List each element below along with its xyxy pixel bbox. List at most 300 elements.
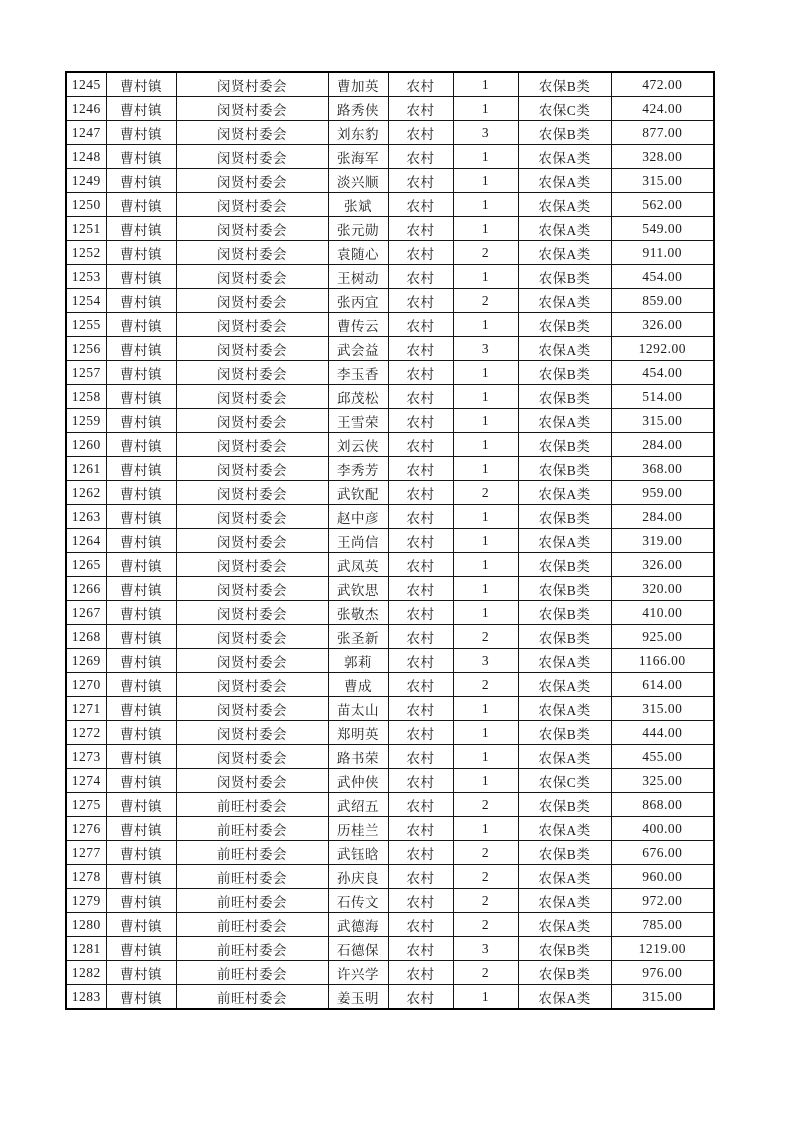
cell-person-name: 张敬杰 — [328, 601, 388, 625]
cell-insurance-category: 农保A类 — [518, 889, 611, 913]
table-row — [66, 553, 714, 577]
cell-sequence-number: 1277 — [66, 841, 106, 865]
cell-amount: 315.00 — [611, 169, 714, 193]
cell-count: 2 — [453, 673, 518, 697]
cell-count: 2 — [453, 625, 518, 649]
table-row — [66, 985, 714, 1010]
cell-village-committee: 前旺村委会 — [176, 937, 328, 961]
cell-residence-type: 农村 — [388, 913, 453, 937]
cell-residence-type: 农村 — [388, 409, 453, 433]
cell-person-name: 刘云侠 — [328, 433, 388, 457]
cell-count: 1 — [453, 553, 518, 577]
cell-amount: 315.00 — [611, 409, 714, 433]
cell-person-name: 路秀侠 — [328, 97, 388, 121]
cell-count: 1 — [453, 577, 518, 601]
cell-amount: 472.00 — [611, 72, 714, 97]
table-row — [66, 72, 714, 97]
cell-residence-type: 农村 — [388, 817, 453, 841]
cell-sequence-number: 1261 — [66, 457, 106, 481]
table-row — [66, 697, 714, 721]
cell-amount: 410.00 — [611, 601, 714, 625]
cell-town: 曹村镇 — [106, 625, 176, 649]
table-row — [66, 313, 714, 337]
cell-sequence-number: 1259 — [66, 409, 106, 433]
table-row — [66, 361, 714, 385]
cell-residence-type: 农村 — [388, 169, 453, 193]
subsidy-table — [65, 71, 715, 1010]
cell-town: 曹村镇 — [106, 985, 176, 1010]
cell-count: 2 — [453, 241, 518, 265]
cell-count: 1 — [453, 217, 518, 241]
cell-count: 1 — [453, 769, 518, 793]
cell-person-name: 张斌 — [328, 193, 388, 217]
cell-insurance-category: 农保B类 — [518, 313, 611, 337]
cell-amount: 868.00 — [611, 793, 714, 817]
cell-town: 曹村镇 — [106, 97, 176, 121]
cell-amount: 444.00 — [611, 721, 714, 745]
table-row — [66, 265, 714, 289]
cell-village-committee: 前旺村委会 — [176, 913, 328, 937]
cell-insurance-category: 农保B类 — [518, 553, 611, 577]
cell-village-committee: 闵贤村委会 — [176, 577, 328, 601]
cell-count: 3 — [453, 649, 518, 673]
cell-count: 1 — [453, 505, 518, 529]
cell-village-committee: 闵贤村委会 — [176, 241, 328, 265]
cell-insurance-category: 农保A类 — [518, 193, 611, 217]
cell-person-name: 王雪荣 — [328, 409, 388, 433]
cell-insurance-category: 农保B类 — [518, 721, 611, 745]
cell-amount: 614.00 — [611, 673, 714, 697]
cell-village-committee: 闵贤村委会 — [176, 217, 328, 241]
table-row — [66, 145, 714, 169]
cell-person-name: 曹成 — [328, 673, 388, 697]
cell-sequence-number: 1281 — [66, 937, 106, 961]
cell-sequence-number: 1282 — [66, 961, 106, 985]
cell-person-name: 石传文 — [328, 889, 388, 913]
cell-village-committee: 闵贤村委会 — [176, 481, 328, 505]
cell-count: 2 — [453, 793, 518, 817]
table-row — [66, 745, 714, 769]
cell-amount: 284.00 — [611, 433, 714, 457]
cell-insurance-category: 农保B类 — [518, 937, 611, 961]
cell-village-committee: 前旺村委会 — [176, 793, 328, 817]
cell-village-committee: 闵贤村委会 — [176, 72, 328, 97]
cell-village-committee: 闵贤村委会 — [176, 361, 328, 385]
cell-village-committee: 闵贤村委会 — [176, 721, 328, 745]
cell-amount: 454.00 — [611, 265, 714, 289]
cell-count: 2 — [453, 889, 518, 913]
cell-count: 3 — [453, 121, 518, 145]
cell-residence-type: 农村 — [388, 721, 453, 745]
cell-village-committee: 闵贤村委会 — [176, 313, 328, 337]
cell-insurance-category: 农保B类 — [518, 601, 611, 625]
cell-person-name: 武绍五 — [328, 793, 388, 817]
table-row — [66, 577, 714, 601]
cell-residence-type: 农村 — [388, 937, 453, 961]
cell-person-name: 淡兴顺 — [328, 169, 388, 193]
cell-count: 3 — [453, 337, 518, 361]
cell-amount: 549.00 — [611, 217, 714, 241]
cell-town: 曹村镇 — [106, 529, 176, 553]
cell-town: 曹村镇 — [106, 793, 176, 817]
cell-person-name: 李玉香 — [328, 361, 388, 385]
cell-residence-type: 农村 — [388, 289, 453, 313]
cell-sequence-number: 1254 — [66, 289, 106, 313]
cell-person-name: 袁随心 — [328, 241, 388, 265]
cell-insurance-category: 农保B类 — [518, 361, 611, 385]
cell-sequence-number: 1255 — [66, 313, 106, 337]
cell-insurance-category: 农保A类 — [518, 529, 611, 553]
cell-person-name: 路书荣 — [328, 745, 388, 769]
table-row — [66, 97, 714, 121]
cell-person-name: 张元勋 — [328, 217, 388, 241]
cell-amount: 676.00 — [611, 841, 714, 865]
cell-person-name: 王树动 — [328, 265, 388, 289]
cell-person-name: 武会益 — [328, 337, 388, 361]
cell-sequence-number: 1269 — [66, 649, 106, 673]
cell-count: 1 — [453, 169, 518, 193]
cell-sequence-number: 1272 — [66, 721, 106, 745]
cell-village-committee: 前旺村委会 — [176, 889, 328, 913]
cell-town: 曹村镇 — [106, 289, 176, 313]
cell-insurance-category: 农保A类 — [518, 913, 611, 937]
cell-insurance-category: 农保B类 — [518, 72, 611, 97]
cell-person-name: 武钦配 — [328, 481, 388, 505]
table-row — [66, 217, 714, 241]
cell-town: 曹村镇 — [106, 433, 176, 457]
cell-amount: 325.00 — [611, 769, 714, 793]
cell-town: 曹村镇 — [106, 241, 176, 265]
cell-amount: 319.00 — [611, 529, 714, 553]
cell-amount: 326.00 — [611, 553, 714, 577]
cell-town: 曹村镇 — [106, 721, 176, 745]
table-row — [66, 817, 714, 841]
cell-village-committee: 闵贤村委会 — [176, 193, 328, 217]
cell-sequence-number: 1256 — [66, 337, 106, 361]
cell-insurance-category: 农保C类 — [518, 769, 611, 793]
table-row — [66, 385, 714, 409]
cell-person-name: 武仲侠 — [328, 769, 388, 793]
table-row — [66, 409, 714, 433]
table-row — [66, 193, 714, 217]
cell-amount: 785.00 — [611, 913, 714, 937]
cell-sequence-number: 1270 — [66, 673, 106, 697]
cell-insurance-category: 农保A类 — [518, 697, 611, 721]
cell-amount: 514.00 — [611, 385, 714, 409]
table-row — [66, 625, 714, 649]
table-row — [66, 601, 714, 625]
cell-village-committee: 闵贤村委会 — [176, 265, 328, 289]
cell-sequence-number: 1245 — [66, 72, 106, 97]
cell-amount: 315.00 — [611, 985, 714, 1010]
cell-person-name: 武德海 — [328, 913, 388, 937]
cell-count: 1 — [453, 313, 518, 337]
cell-village-committee: 闵贤村委会 — [176, 169, 328, 193]
cell-count: 1 — [453, 265, 518, 289]
cell-count: 2 — [453, 289, 518, 313]
cell-residence-type: 农村 — [388, 385, 453, 409]
cell-residence-type: 农村 — [388, 433, 453, 457]
cell-amount: 400.00 — [611, 817, 714, 841]
cell-person-name: 张圣新 — [328, 625, 388, 649]
cell-sequence-number: 1283 — [66, 985, 106, 1010]
cell-residence-type: 农村 — [388, 505, 453, 529]
cell-sequence-number: 1265 — [66, 553, 106, 577]
cell-town: 曹村镇 — [106, 72, 176, 97]
cell-residence-type: 农村 — [388, 241, 453, 265]
cell-town: 曹村镇 — [106, 361, 176, 385]
cell-town: 曹村镇 — [106, 553, 176, 577]
cell-insurance-category: 农保B类 — [518, 385, 611, 409]
cell-amount: 960.00 — [611, 865, 714, 889]
table-row — [66, 961, 714, 985]
cell-village-committee: 闵贤村委会 — [176, 649, 328, 673]
cell-sequence-number: 1257 — [66, 361, 106, 385]
table-row — [66, 721, 714, 745]
cell-village-committee: 闵贤村委会 — [176, 385, 328, 409]
cell-person-name: 张海军 — [328, 145, 388, 169]
cell-sequence-number: 1267 — [66, 601, 106, 625]
table-body — [66, 72, 714, 1009]
cell-person-name: 曹加英 — [328, 72, 388, 97]
cell-residence-type: 农村 — [388, 577, 453, 601]
cell-sequence-number: 1274 — [66, 769, 106, 793]
table-row — [66, 169, 714, 193]
cell-village-committee: 闵贤村委会 — [176, 553, 328, 577]
cell-town: 曹村镇 — [106, 145, 176, 169]
cell-count: 2 — [453, 961, 518, 985]
cell-sequence-number: 1276 — [66, 817, 106, 841]
cell-person-name: 武凤英 — [328, 553, 388, 577]
table-row — [66, 481, 714, 505]
cell-person-name: 李秀芳 — [328, 457, 388, 481]
cell-village-committee: 前旺村委会 — [176, 865, 328, 889]
table-row — [66, 505, 714, 529]
cell-sequence-number: 1248 — [66, 145, 106, 169]
table-row — [66, 673, 714, 697]
cell-amount: 368.00 — [611, 457, 714, 481]
cell-insurance-category: 农保B类 — [518, 457, 611, 481]
cell-person-name: 赵中彦 — [328, 505, 388, 529]
table-row — [66, 913, 714, 937]
cell-count: 1 — [453, 457, 518, 481]
cell-sequence-number: 1252 — [66, 241, 106, 265]
cell-amount: 1166.00 — [611, 649, 714, 673]
cell-residence-type: 农村 — [388, 601, 453, 625]
cell-count: 1 — [453, 985, 518, 1010]
cell-sequence-number: 1253 — [66, 265, 106, 289]
cell-village-committee: 闵贤村委会 — [176, 433, 328, 457]
table-row — [66, 937, 714, 961]
table-row — [66, 337, 714, 361]
cell-village-committee: 闵贤村委会 — [176, 409, 328, 433]
cell-residence-type: 农村 — [388, 217, 453, 241]
cell-insurance-category: 农保C类 — [518, 97, 611, 121]
cell-count: 3 — [453, 937, 518, 961]
cell-sequence-number: 1266 — [66, 577, 106, 601]
table-row — [66, 433, 714, 457]
cell-person-name: 郭莉 — [328, 649, 388, 673]
cell-count: 1 — [453, 817, 518, 841]
cell-amount: 320.00 — [611, 577, 714, 601]
cell-person-name: 郑明英 — [328, 721, 388, 745]
cell-town: 曹村镇 — [106, 409, 176, 433]
cell-count: 1 — [453, 529, 518, 553]
cell-sequence-number: 1251 — [66, 217, 106, 241]
cell-insurance-category: 农保B类 — [518, 505, 611, 529]
cell-sequence-number: 1275 — [66, 793, 106, 817]
cell-sequence-number: 1273 — [66, 745, 106, 769]
cell-town: 曹村镇 — [106, 313, 176, 337]
cell-insurance-category: 农保B类 — [518, 577, 611, 601]
cell-person-name: 孙庆良 — [328, 865, 388, 889]
table-row — [66, 121, 714, 145]
cell-town: 曹村镇 — [106, 169, 176, 193]
cell-sequence-number: 1246 — [66, 97, 106, 121]
cell-residence-type: 农村 — [388, 457, 453, 481]
cell-person-name: 历桂兰 — [328, 817, 388, 841]
cell-residence-type: 农村 — [388, 649, 453, 673]
cell-sequence-number: 1262 — [66, 481, 106, 505]
cell-town: 曹村镇 — [106, 697, 176, 721]
cell-insurance-category: 农保A类 — [518, 145, 611, 169]
cell-town: 曹村镇 — [106, 481, 176, 505]
cell-sequence-number: 1249 — [66, 169, 106, 193]
cell-village-committee: 闵贤村委会 — [176, 745, 328, 769]
cell-person-name: 武钰晗 — [328, 841, 388, 865]
cell-person-name: 王尚信 — [328, 529, 388, 553]
cell-amount: 925.00 — [611, 625, 714, 649]
cell-village-committee: 闵贤村委会 — [176, 601, 328, 625]
table-row — [66, 841, 714, 865]
cell-count: 1 — [453, 361, 518, 385]
cell-village-committee: 闵贤村委会 — [176, 697, 328, 721]
cell-amount: 972.00 — [611, 889, 714, 913]
cell-count: 1 — [453, 697, 518, 721]
cell-amount: 315.00 — [611, 697, 714, 721]
cell-count: 2 — [453, 913, 518, 937]
cell-residence-type: 农村 — [388, 145, 453, 169]
cell-sequence-number: 1280 — [66, 913, 106, 937]
cell-town: 曹村镇 — [106, 505, 176, 529]
cell-insurance-category: 农保B类 — [518, 961, 611, 985]
cell-amount: 455.00 — [611, 745, 714, 769]
cell-village-committee: 前旺村委会 — [176, 817, 328, 841]
cell-count: 1 — [453, 97, 518, 121]
cell-person-name: 石德保 — [328, 937, 388, 961]
cell-village-committee: 闵贤村委会 — [176, 529, 328, 553]
cell-insurance-category: 农保A类 — [518, 409, 611, 433]
cell-residence-type: 农村 — [388, 769, 453, 793]
cell-insurance-category: 农保A类 — [518, 337, 611, 361]
cell-town: 曹村镇 — [106, 865, 176, 889]
cell-insurance-category: 农保A类 — [518, 745, 611, 769]
cell-village-committee: 闵贤村委会 — [176, 769, 328, 793]
cell-town: 曹村镇 — [106, 961, 176, 985]
cell-town: 曹村镇 — [106, 121, 176, 145]
cell-town: 曹村镇 — [106, 841, 176, 865]
cell-residence-type: 农村 — [388, 337, 453, 361]
cell-count: 1 — [453, 409, 518, 433]
cell-town: 曹村镇 — [106, 937, 176, 961]
cell-town: 曹村镇 — [106, 217, 176, 241]
cell-person-name: 张丙宜 — [328, 289, 388, 313]
cell-insurance-category: 农保B类 — [518, 625, 611, 649]
cell-residence-type: 农村 — [388, 481, 453, 505]
cell-sequence-number: 1260 — [66, 433, 106, 457]
cell-count: 2 — [453, 841, 518, 865]
cell-insurance-category: 农保A类 — [518, 289, 611, 313]
cell-residence-type: 农村 — [388, 985, 453, 1010]
cell-town: 曹村镇 — [106, 769, 176, 793]
cell-residence-type: 农村 — [388, 625, 453, 649]
table-row — [66, 793, 714, 817]
cell-insurance-category: 农保A类 — [518, 865, 611, 889]
table-row — [66, 865, 714, 889]
cell-person-name: 曹传云 — [328, 313, 388, 337]
cell-residence-type: 农村 — [388, 361, 453, 385]
cell-residence-type: 农村 — [388, 889, 453, 913]
cell-town: 曹村镇 — [106, 577, 176, 601]
cell-town: 曹村镇 — [106, 817, 176, 841]
cell-village-committee: 前旺村委会 — [176, 985, 328, 1010]
cell-amount: 326.00 — [611, 313, 714, 337]
table-row — [66, 289, 714, 313]
cell-insurance-category: 农保A类 — [518, 241, 611, 265]
cell-insurance-category: 农保B类 — [518, 433, 611, 457]
cell-sequence-number: 1258 — [66, 385, 106, 409]
cell-insurance-category: 农保A类 — [518, 649, 611, 673]
cell-amount: 1292.00 — [611, 337, 714, 361]
cell-village-committee: 前旺村委会 — [176, 841, 328, 865]
cell-sequence-number: 1247 — [66, 121, 106, 145]
cell-town: 曹村镇 — [106, 337, 176, 361]
cell-count: 1 — [453, 721, 518, 745]
cell-person-name: 苗太山 — [328, 697, 388, 721]
cell-residence-type: 农村 — [388, 97, 453, 121]
table-row — [66, 889, 714, 913]
cell-amount: 424.00 — [611, 97, 714, 121]
cell-count: 1 — [453, 745, 518, 769]
cell-count: 1 — [453, 145, 518, 169]
cell-village-committee: 闵贤村委会 — [176, 121, 328, 145]
cell-sequence-number: 1271 — [66, 697, 106, 721]
cell-person-name: 刘东豹 — [328, 121, 388, 145]
cell-insurance-category: 农保A类 — [518, 817, 611, 841]
cell-amount: 976.00 — [611, 961, 714, 985]
cell-village-committee: 闵贤村委会 — [176, 337, 328, 361]
cell-residence-type: 农村 — [388, 553, 453, 577]
table-row — [66, 769, 714, 793]
cell-amount: 959.00 — [611, 481, 714, 505]
cell-town: 曹村镇 — [106, 913, 176, 937]
cell-person-name: 武钦思 — [328, 577, 388, 601]
cell-insurance-category: 农保A类 — [518, 481, 611, 505]
cell-amount: 284.00 — [611, 505, 714, 529]
cell-insurance-category: 农保A类 — [518, 169, 611, 193]
cell-town: 曹村镇 — [106, 889, 176, 913]
cell-town: 曹村镇 — [106, 649, 176, 673]
cell-sequence-number: 1263 — [66, 505, 106, 529]
cell-town: 曹村镇 — [106, 745, 176, 769]
cell-town: 曹村镇 — [106, 265, 176, 289]
cell-residence-type: 农村 — [388, 793, 453, 817]
cell-person-name: 姜玉明 — [328, 985, 388, 1010]
cell-sequence-number: 1268 — [66, 625, 106, 649]
table-row — [66, 649, 714, 673]
cell-residence-type: 农村 — [388, 673, 453, 697]
cell-insurance-category: 农保A类 — [518, 217, 611, 241]
